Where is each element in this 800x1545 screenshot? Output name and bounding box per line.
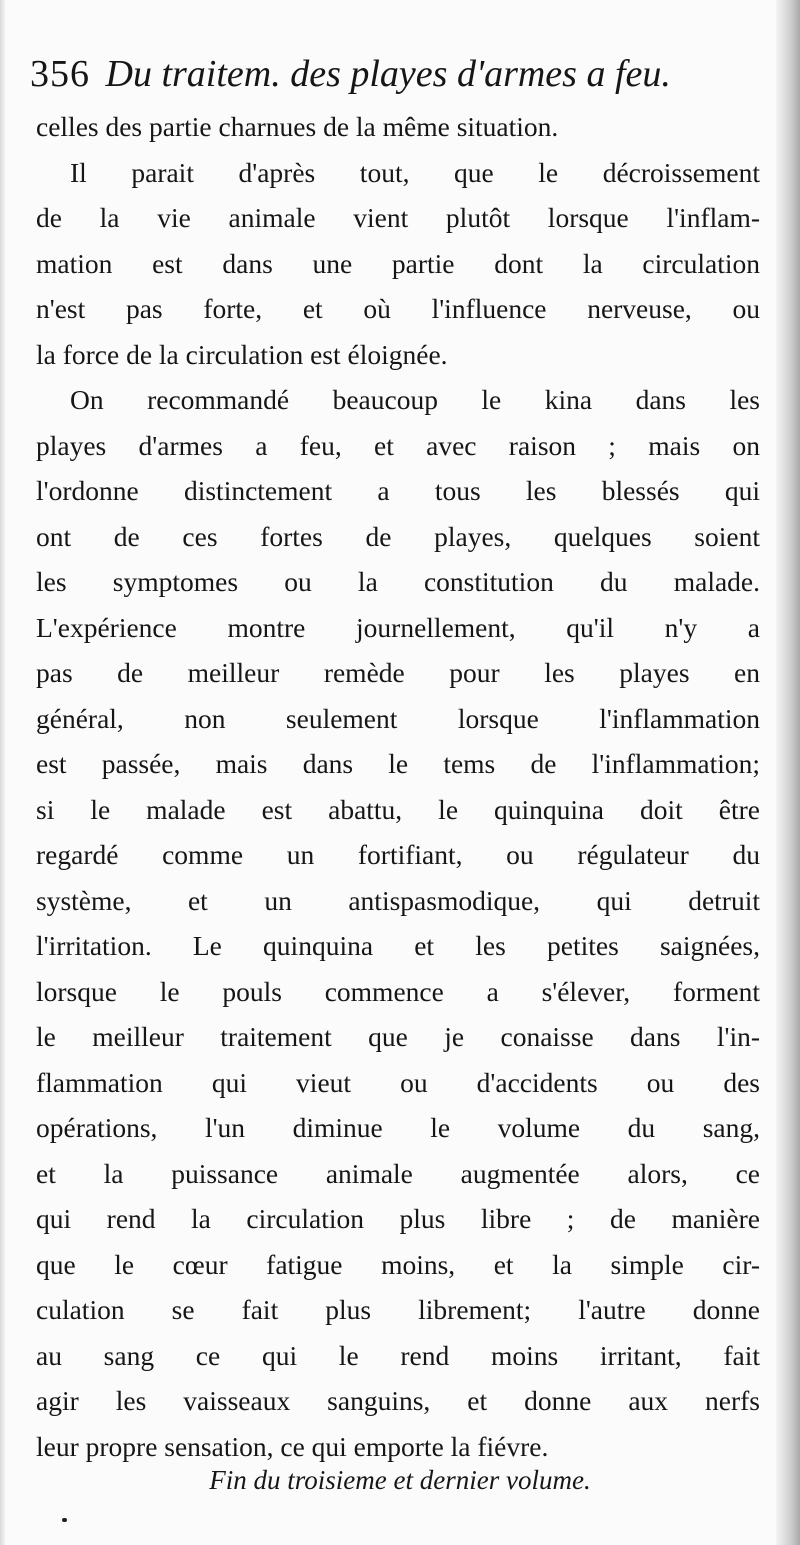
text-line: On recommandé beaucoup le kina dans les <box>70 384 760 415</box>
text-line: au sang ce qui le rend moins irritant, fait <box>36 1339 760 1371</box>
text-line: agir les vaisseaux sanguins, et donne aux nerfs <box>36 1385 760 1416</box>
text-line: Il parait d'après tout, que le décroissement <box>70 156 760 188</box>
text-line: n'est pas forte, et où l'influence nerveuse, ou <box>36 293 760 324</box>
page-right-edge-shadow <box>776 0 800 1545</box>
text-line: que le cœur fatigue moins, et la simple cir- <box>36 1248 760 1280</box>
text-line: l'irritation. Le quinquina et les petites saignées, <box>36 930 760 961</box>
text-line: qui rend la circulation plus libre ; de manière <box>36 1203 760 1234</box>
text-line: de la vie animale vient plutôt lorsque l'inflam- <box>36 202 760 233</box>
text-line: mation est dans une partie dont la circulation <box>36 247 760 279</box>
page-header <box>30 44 770 104</box>
text-line: opérations, l'un diminue le volume du sang, <box>36 1112 760 1143</box>
text-line: et la puissance animale augmentée alors, ce <box>36 1157 760 1189</box>
text-line: les symptomes ou la constitution du malade. <box>36 566 760 597</box>
text-line: l'ordonne distinctement a tous les blessés qui <box>36 475 760 506</box>
text-line: système, et un antispasmodique, qui detruit <box>36 884 760 916</box>
text-line: flammation qui vieut ou d'accidents ou des <box>36 1066 760 1098</box>
text-line: ont de ces fortes de playes, quelques soient <box>36 520 760 552</box>
body-text <box>36 104 760 1469</box>
page-number: 356 <box>30 53 90 95</box>
text-line: leur propre sensation, ce qui emporte la fiévre. <box>36 1430 549 1462</box>
text-line: celles des partie charnues de la même situation. <box>36 111 559 142</box>
text-line: regardé comme un fortifiant, ou régulateur du <box>36 839 760 870</box>
text-line: lorsque le pouls commence a s'élever, forment <box>36 975 760 1007</box>
page-left-edge-shadow <box>0 0 6 1545</box>
text-line: est passée, mais dans le tems de l'inflammation; <box>36 748 760 779</box>
text-line: la force de la circulation est éloignée. <box>36 338 448 370</box>
text-line: pas de meilleur remède pour les playes en <box>36 657 760 688</box>
text-line: si le malade est abattu, le quinquina doit être <box>36 793 760 825</box>
end-of-volume-note: Fin du troisieme et dernier volume. <box>209 1465 591 1495</box>
text-line: L'expérience montre journellement, qu'il n'y a <box>36 611 760 643</box>
text-line: playes d'armes a feu, et avec raison ; mais on <box>36 429 760 461</box>
text-line: général, non seulement lorsque l'inflammation <box>36 702 760 734</box>
running-title: Du traitem. des playes d'armes a feu. <box>105 53 671 95</box>
text-line: le meilleur traitement que je conaisse dans l'in- <box>36 1021 760 1052</box>
ink-speck <box>62 1518 67 1522</box>
text-line: culation se fait plus librement; l'autre donne <box>36 1294 760 1325</box>
